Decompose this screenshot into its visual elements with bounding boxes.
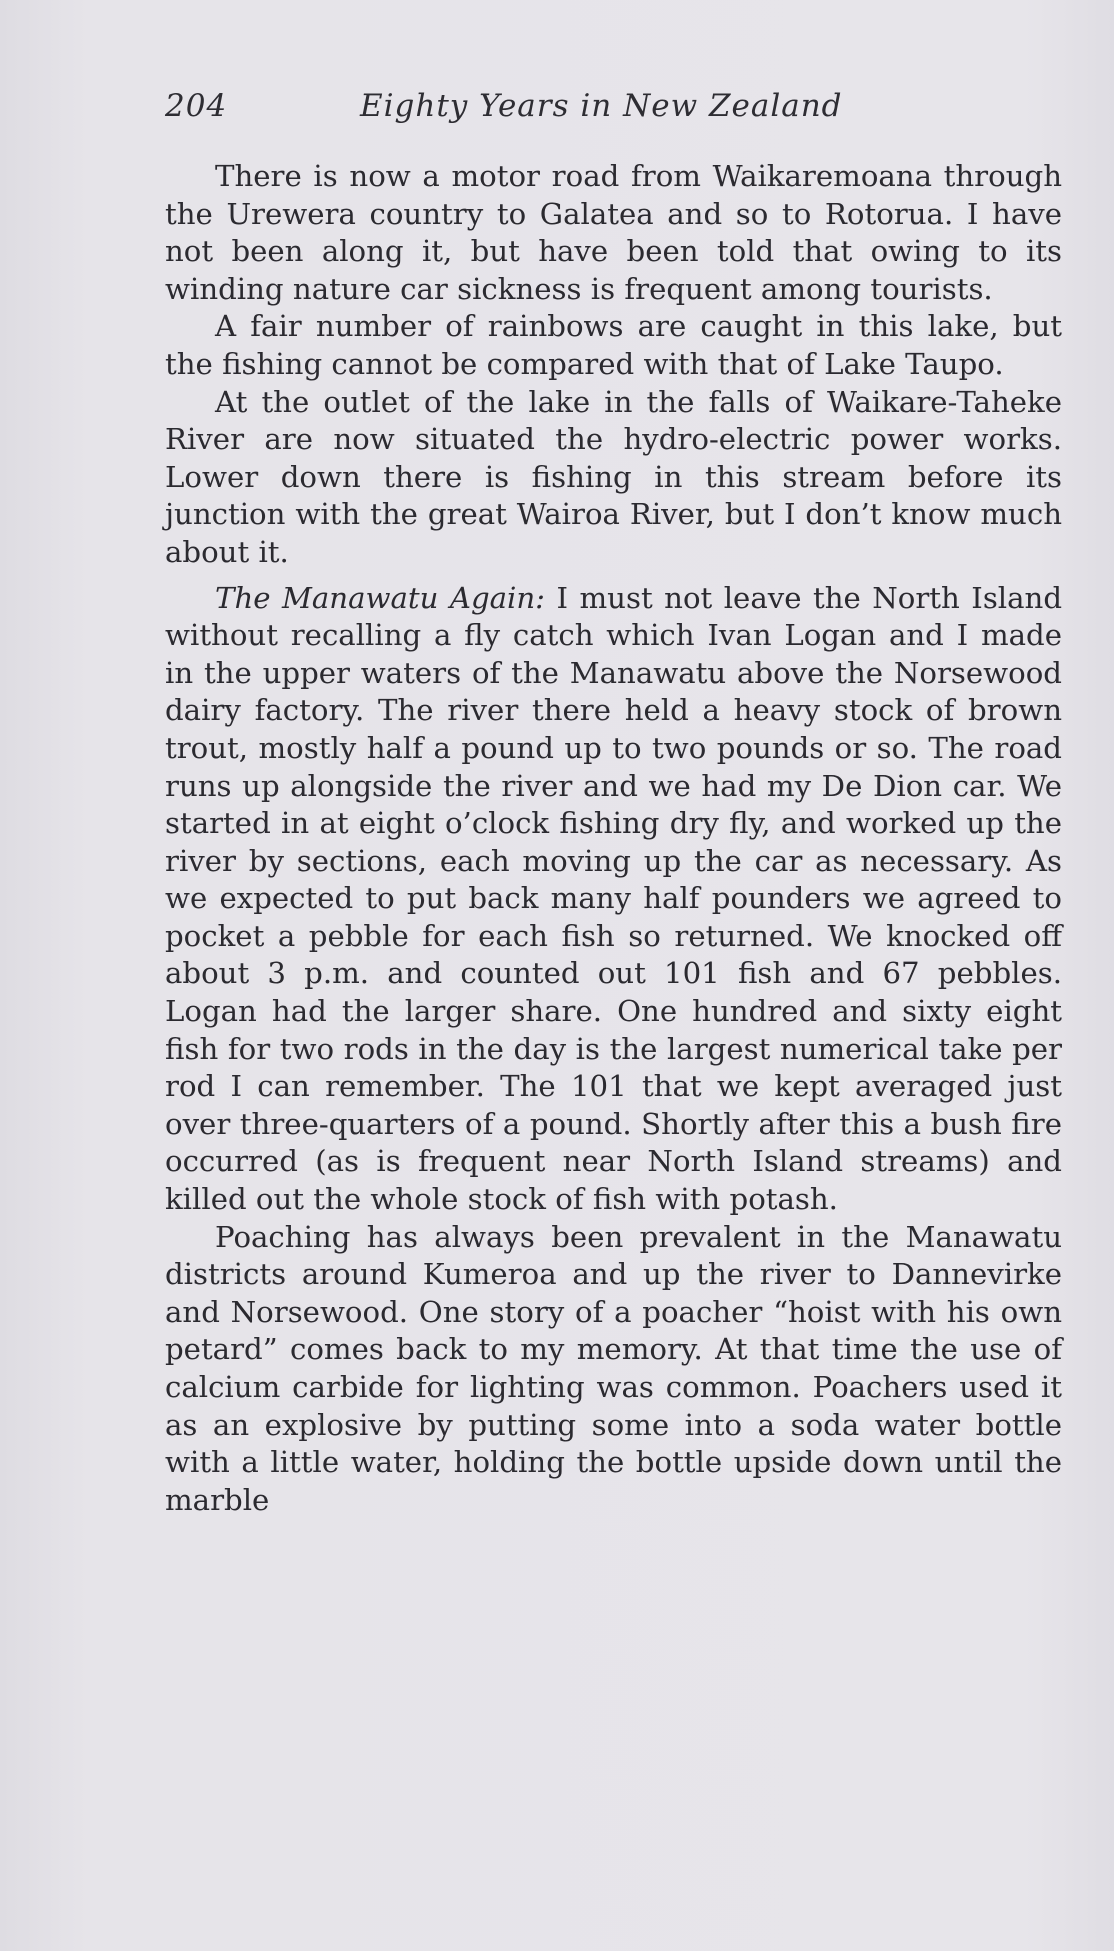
running-head [0,88,1114,132]
paragraph-hydro-electric: At the outlet of the lake in the falls of Waikare-Taheke River are now situated the hydro-electric power works. Lower down there is fishing in this stream before its junction with the great Wairoa River, but I don’t know much about it. [165,384,1062,569]
paragraph-motor-road: There is now a motor road from Waikaremoana through the Urewera country to Galatea and so to Rotorua. I have not been along it, but have been told that owing to its winding nature car sickness is frequent among tourists. [165,159,1062,306]
paragraph-manawatu-again [165,580,1062,1219]
paragraph-poaching: Poaching has always been prevalent in the Manawatu districts around Kumeroa and up the river to Dannevirke and Norsewood. One story of a poacher “hoist with his own petard” comes back to my memory. At that time the use of calcium carbide for lighting was common. Poachers used it as an explosive by putting some into a soda water bottle with a little water, holding the bottle upside down until the marble [165,1219,1062,1517]
running-title: Eighty Years in New Zealand [360,88,843,124]
paragraph-manawatu-text: I must not leave the North Island without recalling a fly catch which Ivan Logan and I made in the upper waters of the Manawatu above the Norsewood dairy factory. The river there held a heavy stock of brown trout, mostly half a pound up to two pounds or so. The road runs up alongside the river and we had my De Dion car. We started in at eight o’clock fishing dry fly, and worked up the river by sections, each moving up the car as necessary. As we expected to put back many half pounders we agreed to pocket a pebble for each fish so returned. We knocked off about 3 p.m. and counted out 101 fish and 67 pebbles. Logan had the larger share. One hundred and sixty eight fish for two rods in the day is the largest numerical take per rod I can remember. The 101 that we kept averaged just over three-quarters of a pound. Shortly after this a bush fire occurred (as is frequent near North Island streams) and killed out the whole stock of fish with potash. [165,580,1063,1217]
paragraph-rainbows: A fair number of rainbows are caught in this lake, but the fishing cannot be compared with that of Lake Taupo. [165,309,1062,381]
body-text [165,158,1062,1519]
page-number: 204 [165,88,228,124]
section-lead-heading: The Manawatu Again: [215,580,546,615]
